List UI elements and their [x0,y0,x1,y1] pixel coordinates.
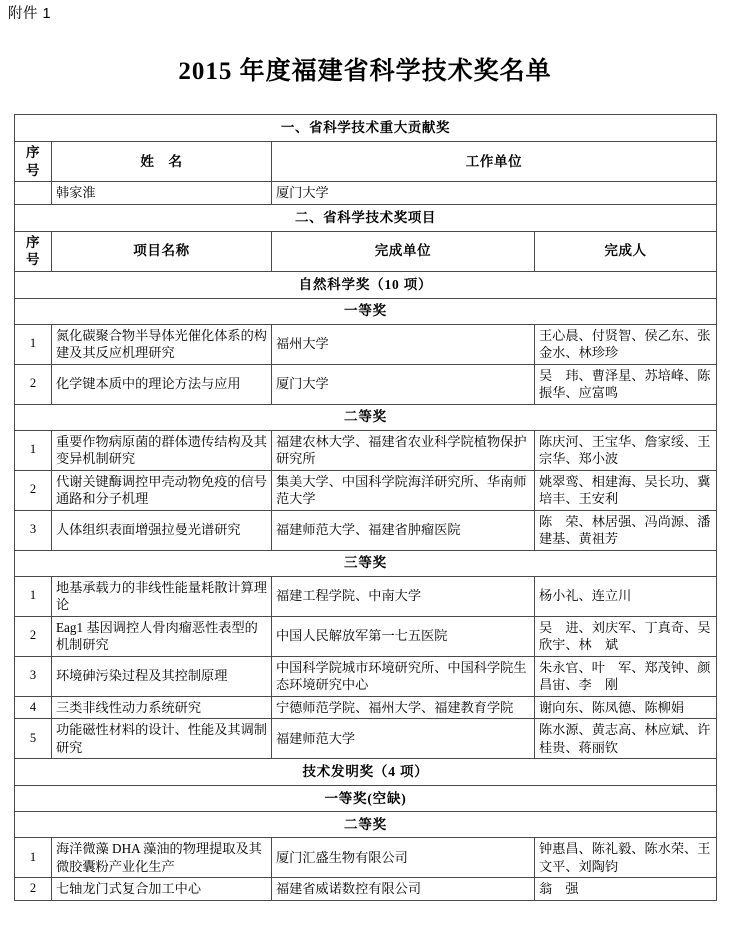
column-header-index: 序号 [15,142,52,182]
table-row [15,298,717,324]
column-header-index: 序号 [15,231,52,271]
cell-people: 吴 玮、曹泽星、苏培峰、陈振华、应富鸣 [535,364,717,404]
award-table [14,114,717,901]
column-header-work-unit: 工作单位 [272,142,717,182]
grade-heading-second-prize: 二等奖 [15,404,717,430]
column-header-person-name: 姓 名 [52,142,272,182]
cell-unit: 宁德师范学院、福州大学、福建教育学院 [272,696,535,719]
table-row [15,142,717,182]
cell-project-name: 环境砷污染过程及其控制原理 [52,656,272,696]
cell-unit: 福建农林大学、福建省农业科学院植物保护研究所 [272,430,535,470]
table-row [15,231,717,271]
cell-project-name: 化学键本质中的理论方法与应用 [52,364,272,404]
table-row [15,812,717,838]
table-row [15,696,717,719]
cell-project-name: 三类非线性动力系统研究 [52,696,272,719]
cell-index: 5 [15,719,52,759]
cell-project-name: 海洋微藻 DHA 藻油的物理提取及其微胶囊粉产业化生产 [52,838,272,878]
page-title: 2015 年度福建省科学技术奖名单 [178,58,552,85]
cell-index: 2 [15,616,52,656]
table-row [15,759,717,786]
column-header-unit: 完成单位 [272,231,535,271]
column-header-people: 完成人 [535,231,717,271]
grade-heading-first-prize-vacant: 一等奖(空缺) [15,786,717,812]
cell-people: 王心晨、付贤智、侯乙东、张金水、林珍珍 [535,324,717,364]
table-row [15,838,717,878]
cell-index: 4 [15,696,52,719]
cell-project-name: 七轴龙门式复合加工中心 [52,878,272,901]
cell-people: 姚翠鸾、相建海、吴长功、冀培丰、王安利 [535,470,717,510]
cell-index: 1 [15,838,52,878]
cell-people: 朱永官、叶 军、郑茂钟、颜昌宙、李 刚 [535,656,717,696]
cell-person-name: 韩家淮 [52,182,272,205]
cell-people: 陈水源、黄志高、林应斌、许桂贵、蒋丽钦 [535,719,717,759]
section-heading-award-projects: 二、省科学技术奖项目 [15,204,717,231]
cell-unit: 中国人民解放军第一七五医院 [272,616,535,656]
cell-project-name: 人体组织表面增强拉曼光谱研究 [52,510,272,550]
grade-heading-second-prize: 二等奖 [15,812,717,838]
cell-project-name: 氮化碳聚合物半导体光催化体系的构建及其反应机理研究 [52,324,272,364]
table-row [15,271,717,298]
table-row [15,550,717,576]
table-row [15,204,717,231]
cell-unit: 厦门汇盛生物有限公司 [272,838,535,878]
table-row [15,719,717,759]
column-header-project-name: 项目名称 [52,231,272,271]
table-row [15,786,717,812]
table-row [15,115,717,142]
cell-project-name: 功能磁性材料的设计、性能及其调制研究 [52,719,272,759]
table-row [15,470,717,510]
cell-unit: 福建师范大学 [272,719,535,759]
table-row [15,430,717,470]
table-row [15,182,717,205]
cell-unit: 中国科学院城市环境研究所、中国科学院生态环境研究中心 [272,656,535,696]
cell-unit: 厦门大学 [272,364,535,404]
table-row [15,364,717,404]
award-table-container [14,114,716,901]
cell-index: 1 [15,324,52,364]
cell-index: 2 [15,364,52,404]
cell-people: 谢向东、陈凤德、陈柳娟 [535,696,717,719]
grade-heading-first-prize: 一等奖 [15,298,717,324]
cell-project-name: 重要作物病原菌的群体遗传结构及其变异机制研究 [52,430,272,470]
cell-unit: 福州大学 [272,324,535,364]
section-heading-major-contribution: 一、省科学技术重大贡献奖 [15,115,717,142]
cell-project-name: 地基承载力的非线性能量耗散计算理论 [52,576,272,616]
cell-people: 杨小礼、连立川 [535,576,717,616]
table-row [15,616,717,656]
cell-index [15,182,52,205]
cell-people: 吴 进、刘庆军、丁真奇、吴欣宇、林 斌 [535,616,717,656]
cell-index: 3 [15,510,52,550]
grade-heading-third-prize: 三等奖 [15,550,717,576]
table-row [15,878,717,901]
cell-people: 陈庆河、王宝华、詹家绥、王宗华、郑小波 [535,430,717,470]
attachment-label: 附件 1 [8,6,52,22]
group-heading-natural-science: 自然科学奖（10 项） [15,271,717,298]
cell-people: 钟惠昌、陈礼毅、陈水荣、王文平、刘陶钧 [535,838,717,878]
table-row [15,656,717,696]
cell-work-unit: 厦门大学 [272,182,717,205]
cell-index: 3 [15,656,52,696]
award-table-body [15,115,717,901]
table-row [15,576,717,616]
table-row [15,404,717,430]
cell-unit: 福建工程学院、中南大学 [272,576,535,616]
cell-index: 1 [15,576,52,616]
cell-unit: 福建省威诺数控有限公司 [272,878,535,901]
cell-project-name: 代谢关键酶调控甲壳动物免疫的信号通路和分子机理 [52,470,272,510]
cell-index: 1 [15,430,52,470]
cell-project-name: Eag1 基因调控人骨肉瘤恶性表型的机制研究 [52,616,272,656]
group-heading-technology-invention: 技术发明奖（4 项） [15,759,717,786]
table-row [15,324,717,364]
cell-index: 2 [15,878,52,901]
cell-unit: 福建师范大学、福建省肿瘤医院 [272,510,535,550]
cell-unit: 集美大学、中国科学院海洋研究所、华南师范大学 [272,470,535,510]
cell-people: 翁 强 [535,878,717,901]
cell-people: 陈 荣、林居强、冯尚源、潘建基、黄祖芳 [535,510,717,550]
cell-index: 2 [15,470,52,510]
table-row [15,510,717,550]
